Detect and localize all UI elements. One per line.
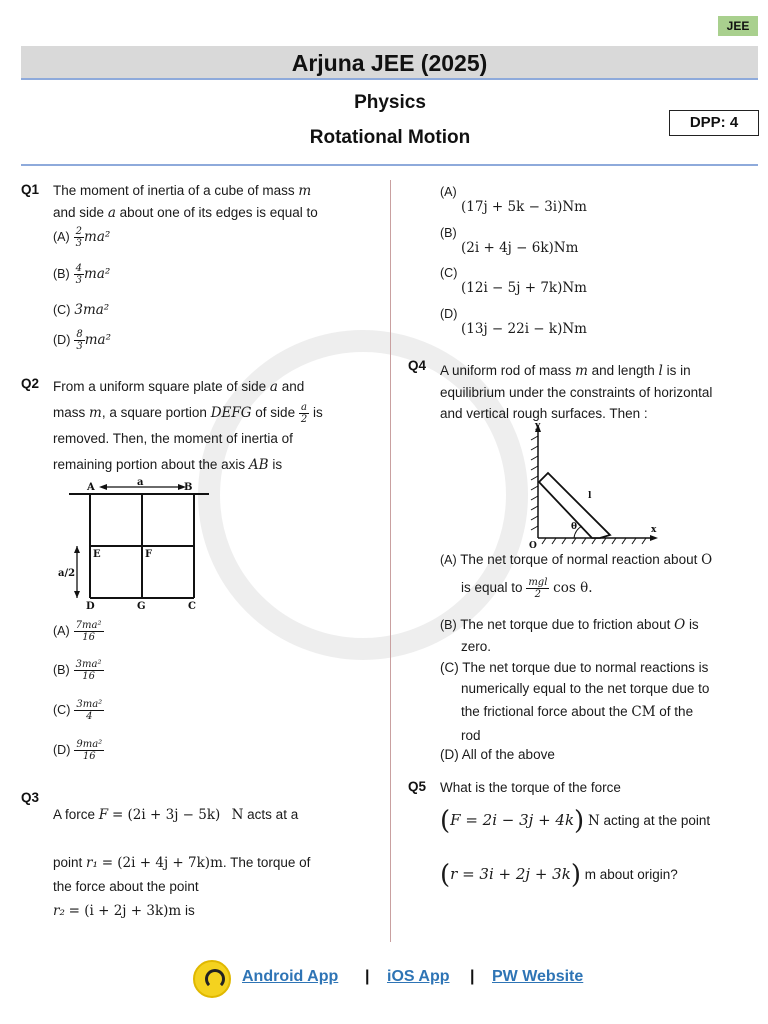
q1-option-a[interactable]: (A) $\frac{2}{3}$ ma² [53, 226, 111, 249]
q2-option-c[interactable]: (C) $\frac{\text{3ma²}}{4}$ [53, 699, 103, 722]
customer-service-logo-icon [193, 960, 231, 998]
q1-text: The moment of inertia of a cube of mass m and side a about one of its edges is equal to [53, 183, 318, 221]
pw-website-link[interactable]: PW Website [492, 968, 584, 985]
fig-label-A: A [87, 482, 95, 493]
q2-option-d[interactable]: (D) $\frac{\text{9ma²}}{16}$ [53, 739, 103, 762]
fig-label-D: D [86, 601, 95, 612]
fig-origin-O: O [529, 541, 537, 550]
footer [0, 960, 768, 1000]
column-divider [390, 180, 391, 942]
subject-heading: Physics [354, 92, 426, 113]
q5-number: Q5 [408, 779, 427, 794]
q3-text: A force F = (2i + 3j − 5k) N acts at a point r₁ = (2i + 4j + 7k)m. The torque of the force about the point r₂ = (i + 2j + 3k)m is [53, 807, 311, 919]
topic-heading: Rotational Motion [309, 127, 471, 148]
q3-option-a[interactable]: (A) (17j + 5k − 3i)Nm [440, 185, 587, 215]
q1-number: Q1 [21, 182, 40, 197]
q1-option-d[interactable]: (D) $\frac{8}{3}$ ma² [53, 329, 111, 352]
ios-app-link[interactable]: iOS App [387, 968, 450, 985]
fig-label-E: E [93, 549, 101, 560]
q4-option-c[interactable]: (C) The net torque due to normal reactions is numerically equal to the net torque due to the frictional force about the CM of the rod [440, 660, 710, 743]
fig-label-a: a [137, 477, 144, 488]
q4-number: Q4 [408, 358, 427, 373]
dpp-badge: DPP: 4 [669, 110, 759, 136]
exam-tag: JEE [718, 16, 758, 36]
page-title: Arjuna JEE (2025) [21, 46, 758, 80]
q4-option-a[interactable]: (A) The net torque of normal reaction about O is equal to $\frac{\text{mgl}}{2}$ cos θ. [440, 552, 713, 600]
q2-option-a[interactable]: (A) $\frac{\text{7ma²}}{16}$ [53, 620, 102, 643]
fig-length-l: l [588, 491, 592, 501]
footer-separator: | [365, 968, 370, 985]
q4-text: A uniform rod of mass m and length l is in equilibrium under the constraints of horizontal and vertical rough surfaces. Then : [440, 363, 713, 421]
q5-force: (F = 2i − 3j + 4k) N acting at the point [440, 805, 711, 836]
q4-rod-figure [524, 420, 664, 550]
q2-square-plate-figure [55, 476, 215, 616]
footer-separator: | [470, 968, 475, 985]
fig-axis-y: y [535, 421, 541, 431]
q4-option-d[interactable]: (D) All of the above [440, 747, 555, 762]
fig-label-a-half: a/2 [58, 568, 76, 579]
fig-label-C: C [188, 601, 196, 612]
q5-text: What is the torque of the force [440, 780, 621, 795]
q1-option-b[interactable]: (B) $\frac{4}{3}$ ma² [53, 263, 111, 286]
fig-label-F: F [145, 549, 153, 560]
q3-option-d[interactable]: (D) (13j − 22i − k)Nm [440, 307, 587, 337]
fig-axis-x: x [651, 525, 657, 535]
fig-label-B: B [184, 482, 193, 493]
q3-number: Q3 [21, 790, 40, 805]
fig-angle-theta: θ [571, 522, 578, 532]
q5-point: (r = 3i + 2j + 3k) m about origin? [440, 859, 678, 890]
q2-number: Q2 [21, 376, 40, 391]
q3-option-b[interactable]: (B) (2i + 4j − 6k)Nm [440, 226, 579, 256]
android-app-link[interactable]: Android App [242, 968, 339, 985]
q2-option-b[interactable]: (B) $\frac{\text{3ma²}}{16}$ [53, 659, 102, 682]
q3-option-c[interactable]: (C) (12i − 5j + 7k)Nm [440, 266, 587, 296]
fig-label-G: G [137, 601, 146, 612]
q1-option-c[interactable]: (C) 3ma² [53, 302, 110, 318]
q4-option-b[interactable]: (B) The net torque due to friction about O is zero. [440, 617, 699, 654]
header-divider [21, 164, 758, 166]
q2-text: From a uniform square plate of side a and mass m, a square portion DEFG of side $\frac{a}{2}$ is removed. Then, the moment of inertia of remaining portion about the axis AB is [53, 379, 323, 473]
